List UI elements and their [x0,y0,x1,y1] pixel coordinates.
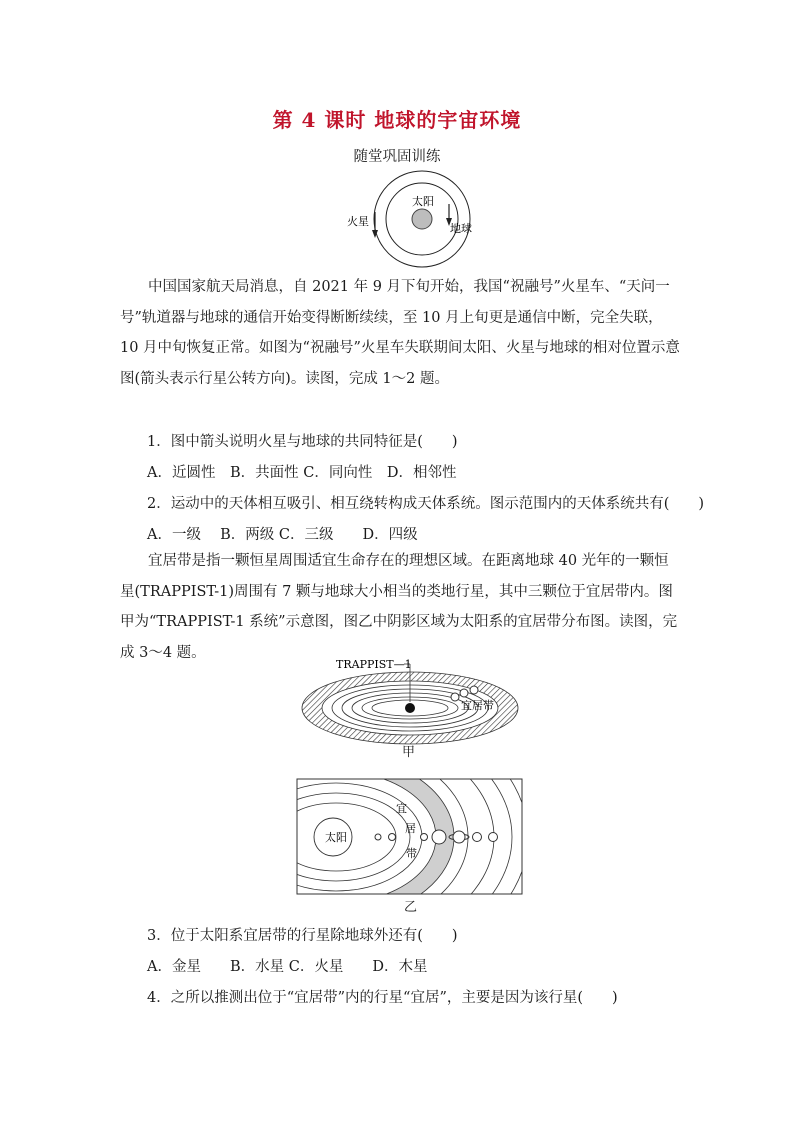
question-3-options: A．金星 B．水星 C．火星 D．木星 [147,959,428,975]
trappist-star [405,703,415,713]
question-3-stem: 3．位于太阳系宜居带的行星除地球外还有( ) [147,928,458,944]
question-1-stem: 1．图中箭头说明火星与地球的共同特征是( ) [147,434,458,450]
earth-label: 地球 [450,222,472,235]
sun-circle [412,209,432,229]
caption-jia: 甲 [402,745,416,760]
passage-1: 中国国家航天局消息，自 2021 年 9 月下旬开始，我国“祝融号”火星车、“天问一号”轨道器与地球的通信开始变得断断续续，至 10 月上旬更是通信中断，完全失联，10 月中旬恢复正常。如图为“祝融号”火星车失联期间太阳、火星与地球的相对位置示意图(箭头表示行星公转方向)。读图，完成 1～2 题。 [120,279,680,387]
zone-char-2: 居 [405,822,416,835]
question-2-options: A．一级 B．两级 C．三级 D．四级 [147,527,418,543]
sun-label: 太阳 [412,195,434,208]
question-2-stem: 2．运动中的天体相互吸引、相互绕转构成天体系统。图示范围内的天体系统共有( ) [147,496,705,512]
zone-char-1: 宜 [396,802,407,815]
mars-label: 火星 [347,215,369,228]
question-4-stem: 4．之所以推测出位于“宜居带”内的行星“宜居”，主要是因为该行星( ) [147,990,618,1006]
section-subtitle: 随堂巩固训练 [353,149,441,165]
caption-yi: 乙 [404,900,418,915]
question-1-options: A．近圆性 B．共面性 C．同向性 D．相邻性 [147,465,457,481]
passage-2: 宜居带是指一颗恒星周围适宜生命存在的理想区域。在距离地球 40 光年的一颗恒星(TRAPPIST-1)周围有 7 颗与地球大小相当的类地行星，其中三颗位于宜居带内。图甲为“TRAPPIST-1 系统”示意图，图乙中阴影区域为太阳系的宜居带分布图。读图，完成 3～4 题。 [120,553,678,661]
solar-habitable-zone-diagram [296,778,524,896]
habitable-zone-label: 宜居带 [461,699,494,712]
trappist-label: TRAPPIST—1 [336,658,412,671]
sun-label: 太阳 [325,831,347,844]
page-title: 第 4 课时 地球的宇宙环境 [272,108,522,132]
zone-char-3: 带 [406,847,417,860]
solar-position-diagram [340,168,480,272]
